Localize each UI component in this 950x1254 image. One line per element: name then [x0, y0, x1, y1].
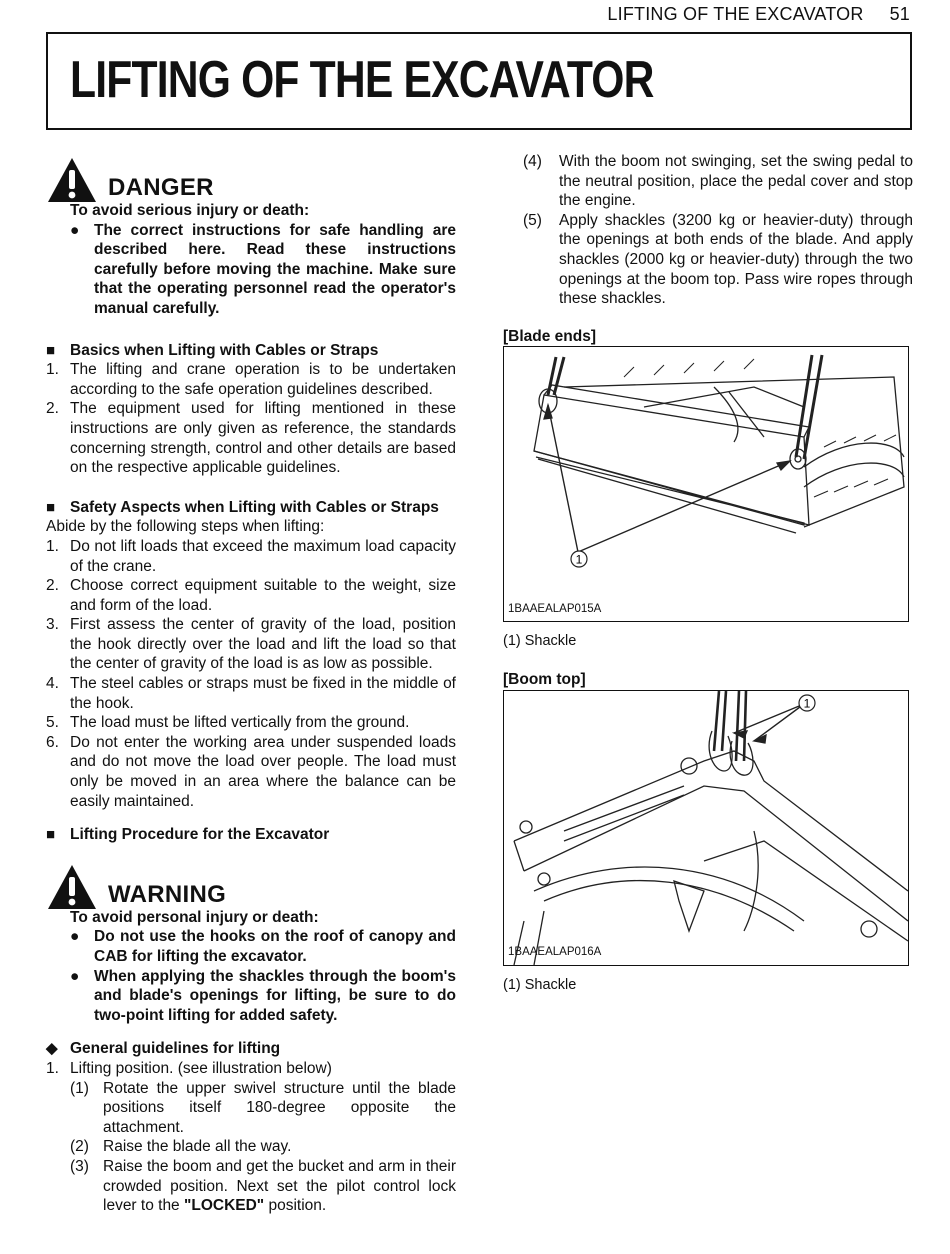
figure-code: 1BAAEALAP015A — [508, 602, 602, 615]
title-box — [46, 32, 912, 130]
warning-lead: To avoid personal injury or death: — [70, 908, 319, 926]
safety-intro: Abide by the following steps when lifting: — [46, 518, 325, 536]
blade-ends-illustration — [504, 347, 908, 621]
warning-signal-word: WARNING — [108, 880, 227, 908]
boom-top-illustration — [504, 691, 908, 965]
running-title: LIFTING OF THE EXCAVATOR — [607, 4, 864, 24]
callout-number: 1 — [575, 552, 583, 567]
list-item: 2. The equipment used for lifting mentioned in these instructions are only given as reference, the standards concerning strength, control and other details are based on the respective applicable guidelines. — [46, 400, 456, 477]
procedure-heading-text: Lifting Procedure for the Excavator — [70, 826, 330, 844]
list-item: 1. Do not lift loads that exceed the maximum load capacity of the crane. — [46, 537, 456, 575]
diamond-bullet-icon: ◆ — [46, 1040, 58, 1058]
right-column — [503, 152, 913, 995]
warning-triangle-icon — [46, 156, 98, 204]
safety-heading-text: Safety Aspects when Lifting with Cables or Straps — [70, 498, 439, 516]
square-bullet-icon: ■ — [46, 498, 56, 516]
warning-box — [46, 863, 456, 1026]
left-column — [46, 156, 456, 1216]
danger-bullet — [70, 221, 456, 319]
figure-code: 1BAAEALAP016A — [508, 945, 602, 958]
page-title: LIFTING OF THE EXCAVATOR — [70, 51, 654, 109]
sub-step: (2) Raise the blade all the way. — [70, 1138, 292, 1156]
figure-label-boom: [Boom top] — [503, 670, 586, 688]
callout-number: 1 — [803, 696, 811, 711]
page-number: 51 — [889, 4, 910, 24]
basics-heading — [46, 341, 456, 361]
list-item: 2. Choose correct equipment suitable to the weight, size and form of the load. — [46, 577, 456, 614]
basics-heading-text: Basics when Lifting with Cables or Straps — [70, 341, 379, 359]
list-item: 4. The steel cables or straps must be fixed in the middle of the hook. — [46, 675, 456, 712]
figure-label-blade: [Blade ends] — [503, 327, 597, 345]
bullet-dot-icon: ● — [70, 967, 80, 985]
list-item: 5. The load must be lifted vertically from the ground. — [46, 714, 410, 732]
figure-boom-top — [503, 690, 909, 966]
list-item: 3. First assess the center of gravity of the load, position the hook directly over the load and lift the load so that the center of gravity of the load is as low as possible. — [46, 616, 456, 673]
bullet-dot-icon: ● — [70, 928, 80, 946]
danger-lead: To avoid serious injury or death: — [70, 202, 310, 219]
running-header — [607, 4, 910, 25]
square-bullet-icon: ■ — [46, 341, 56, 359]
list-item: 1. Lifting position. (see illustration below) — [46, 1059, 332, 1077]
figure-caption: (1) Shackle — [503, 633, 577, 650]
safety-heading — [46, 498, 456, 518]
sub-step: (5) Apply shackles (3200 kg or heavier-duty) through the openings at both ends of the blade. And apply shackles (2000 kg or heavier-duty) through the two openings at the boom top. Pass wire ropes through these shackles. — [523, 211, 913, 308]
warning-bullet: ● When applying the shackles through the boom's and blade's openings for lifting, be sure to do two-point lifting for added safety. — [70, 967, 456, 1024]
bullet-dot-icon: ● — [70, 221, 80, 239]
figure-blade-ends — [503, 346, 909, 622]
warning-bullet: ● Do not use the hooks on the roof of canopy and CAB for lifting the excavator. — [70, 928, 456, 965]
warning-triangle-icon — [46, 863, 98, 911]
danger-bullet-text: The correct instructions for safe handling are described here. Read these instructions carefully before moving the machine. Make sure that the operating personnel read the operator's manual carefully. — [94, 221, 456, 317]
general-heading-text: General guidelines for lifting — [70, 1040, 281, 1058]
general-heading — [46, 1039, 456, 1059]
list-item: 6. Do not enter the working area under suspended loads and do not move the load over people. The load must only be moved in an area where the balance can be easily maintained. — [46, 733, 456, 810]
list-item: 1. The lifting and crane operation is to be undertaken according to the safe operation guidelines described. — [46, 361, 456, 398]
sub-step: (1) Rotate the upper swivel structure until the blade positions itself 180-degree opposite the attachment. — [70, 1079, 456, 1136]
danger-signal-word: DANGER — [108, 174, 214, 201]
figure-caption: (1) Shackle — [503, 976, 577, 993]
sub-step: (4) With the boom not swinging, set the swing pedal to the neutral position, place the pedal cover and stop the engine. — [523, 153, 913, 210]
procedure-heading — [46, 825, 456, 845]
sub-step: (3) Raise the boom and get the bucket and arm in their crowded position. Next set the pilot control lock lever to the "LOCKED" position. — [70, 1157, 456, 1215]
square-bullet-icon: ■ — [46, 826, 56, 844]
danger-box — [46, 156, 456, 319]
